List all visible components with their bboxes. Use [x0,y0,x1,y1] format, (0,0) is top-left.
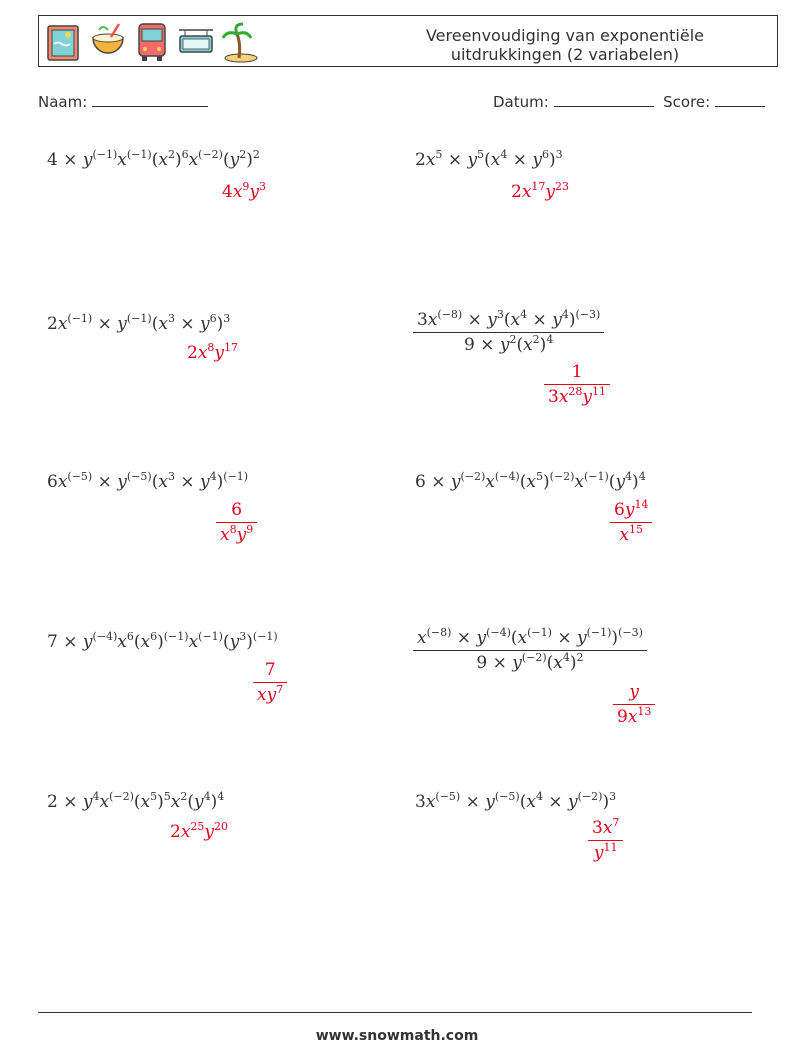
problem-10: $3x^{(-5)} \times y^{(-5)}(x^4 \times y^{(-2)})^3$ [415,790,617,812]
coconut-drink-icon [89,20,127,64]
answer-10: $3x^7$ $y^{11}$ [588,818,623,863]
answer-7: 7 $xy^7$ [253,660,287,705]
date-score-field: Datum: Score: [493,93,765,111]
header-icons [45,20,259,64]
problem-8: $x^{(-8)} \times y^{(-4)}(x^{(-1)} \times y^{(-1)})^{(-3)}$ $9 \times y^{(-2)}(x^4)^2$ [413,628,647,673]
palm-island-icon [221,20,259,64]
problem-3: $2x^{(-1)} \times y^{(-1)}(x^3 \times y^6)^3$ [47,312,231,334]
answer-9: $2x^{25}y^{20}$ [170,820,229,842]
worksheet-title: Vereenvoudiging van exponentiële uitdrukkingen (2 variabelen) [425,26,705,64]
worksheet-header [38,15,778,67]
name-field: Naam: [38,93,208,111]
problem-6: $6 \times y^{(-2)}x^{(-4)}(x^5)^{(-2)}x^{(-1)}(y^4)^4$ [415,470,646,492]
answer-4: 1 $3x^{28}y^{11}$ [544,362,610,407]
problem-2: $2x^5 \times y^5(x^4 \times y^6)^3$ [415,148,563,170]
problem-5: $6x^{(-5)} \times y^{(-5)}(x^3 \times y^4)^{(-1)}$ [47,470,249,492]
footer-site: www.snowmath.com [315,1028,479,1044]
answer-3: $2x^8y^{17}$ [187,341,239,363]
answer-2: $2x^{17}y^{23}$ [511,180,570,202]
answer-1: $4x^9y^3$ [222,180,267,202]
answer-6: $6y^{14}$ $x^{15}$ [610,500,652,545]
bus-icon [133,20,171,64]
book-icon [45,20,83,64]
answer-5: 6 $x^8y^9$ [216,500,257,545]
hotel-sign-icon [177,20,215,64]
footer-divider [38,1012,752,1013]
problem-4: $3x^{(-8)} \times y^3(x^4 \times y^4)^{(-3)}$ $9 \times y^2(x^2)^4$ [413,310,604,355]
problem-7: $7 \times y^{(-4)}x^6(x^6)^{(-1)}x^{(-1)}(y^3)^{(-1)}$ [47,630,278,652]
answer-8: y $9x^{13}$ [613,682,655,727]
problem-1: $4 \times y^{(-1)}x^{(-1)}(x^2)^6x^{(-2)}(y^2)^2$ [47,148,260,170]
problem-9: $2 \times y^4x^{(-2)}(x^5)^5x^2(y^4)^4$ [47,790,225,812]
